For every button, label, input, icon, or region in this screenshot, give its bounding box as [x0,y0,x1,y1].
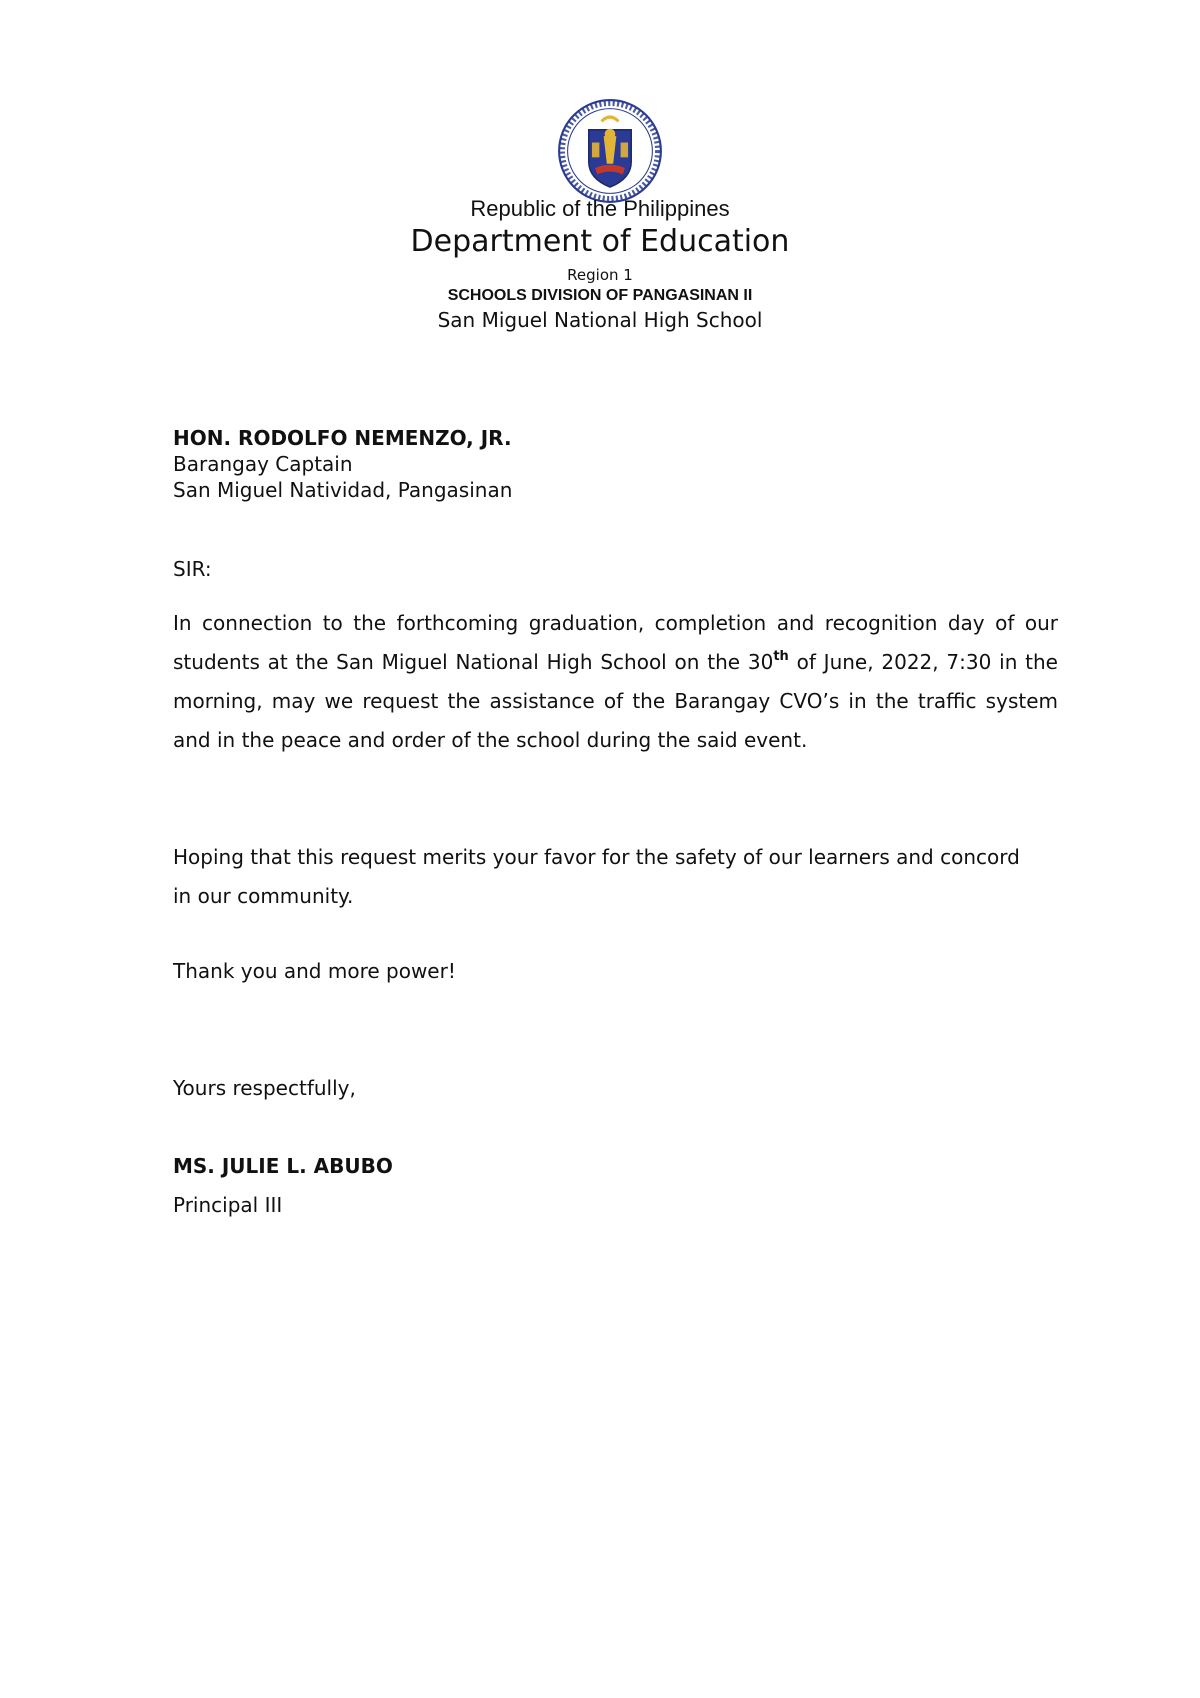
body-paragraph-2: Hoping that this request merits your favor for the safety of our learners and concord in our community. [173,845,1020,908]
body-paragraph-1-part-b: of June, 2022, 7:30 in the morning, may we request the assistance of the Barangay CVO’s in the traffic system and in the peace and order of the school during the said event. [173,650,1058,752]
ordinal-suffix: th [773,649,789,664]
addressee-name: HON. RODOLFO NEMENZO, JR. [173,426,512,450]
body-paragraph-1-part-a: In connection to the forthcoming graduation, completion and recognition day of our students at the San Miguel National High School on the 30 [173,611,1058,674]
thanks-line: Thank you and more power! [173,959,456,983]
deped-seal-icon [557,98,663,204]
republic-heading: Republic of the Philippines [470,196,730,221]
signatory-title: Principal III [173,1193,283,1217]
closing-line: Yours respectfully, [173,1076,356,1100]
addressee-place: San Miguel Natividad, Pangasinan [173,478,513,502]
salutation: SIR: [173,557,212,581]
division-label: SCHOOLS DIVISION OF PANGASINAN II [447,287,753,304]
department-heading: Department of Education [410,224,790,259]
addressee-title: Barangay Captain [173,452,353,476]
signatory-name: MS. JULIE L. ABUBO [173,1154,393,1178]
school-name: San Miguel National High School [437,308,763,332]
region-label: Region 1 [567,266,633,284]
body-paragraph-1 [173,604,1058,760]
